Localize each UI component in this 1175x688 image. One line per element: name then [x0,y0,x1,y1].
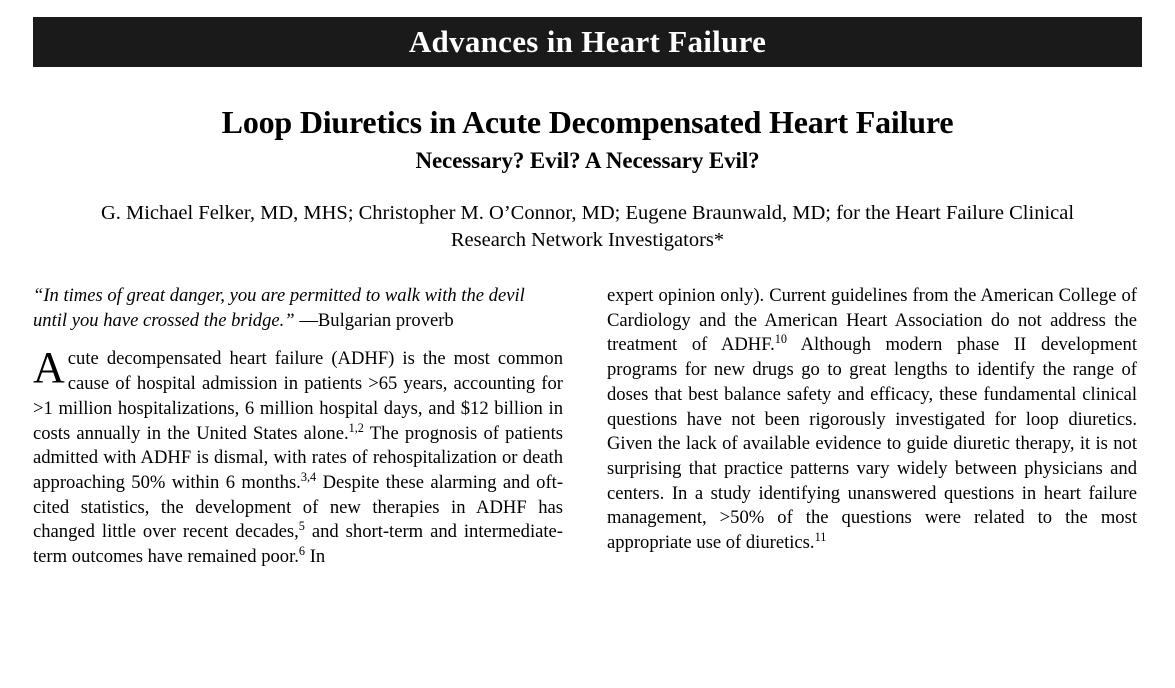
left-paragraph-1 [33,343,564,569]
article-title: Loop Diuretics in Acute Decompensated Heart Failure [221,104,954,140]
article-page [0,17,1175,688]
epigraph [33,284,563,333]
left-p1-part4: and short-term and intermediate-term outcomes have remained poor. [33,521,563,568]
left-column [33,284,563,570]
left-p1-ref2: 3,4 [300,469,317,484]
left-p1-part5: In [305,546,326,568]
section-banner-title: Advances in Heart Failure [408,24,767,59]
article-subtitle: Necessary? Evil? A Necessary Evil? [415,147,760,173]
right-p1-part1: expert opinion only). Current guidelines from the American College of Cardiology and the American Heart Association do not address the treatment of ADHF. [607,284,1137,356]
left-p1-part3: Despite these alarming and oft-cited statistics, the development of new therapies in ADHF has changed little over recent decades, [33,471,564,543]
right-p1-ref1: 10 [774,332,788,347]
left-p1-part1: cute decompensated heart failure (ADHF) is the most common cause of hospital admission in patients >65 years, accounting for >1 million hospitalizations, 6 million hospital days, and $12 billion in costs annually in the United States alone. [33,348,563,444]
epigraph-attribution: —Bulgarian proverb [299,309,454,331]
left-p1-part2: The prognosis of patients admitted with ADHF is dismal, with rates of rehospitalization or death approaching 50% within 6 months. [33,422,563,493]
section-banner [33,17,1142,67]
article-body [33,284,1142,570]
right-column [607,284,1137,570]
right-p1-part2: Although modern phase II development programs for new drugs go to great lengths to identify the range of doses that best balance safety and efficacy, these fundamental clinical questions have not been rigorously investigated for loop diuretics. Given the lack of available evidence to guide diuretic therapy, it is not surprising that practice patterns vary widely between physicians and centers. In a study identifying unanswered questions in heart failure management, >50% of the questions were related to the most appropriate use of diuretics. [607,334,1137,554]
left-p1-ref4: 6 [298,543,306,558]
left-p1-ref3: 5 [298,519,305,534]
article-authors: G. Michael Felker, MD, MHS; Christopher M. O’Connor, MD; Eugene Braunwald, MD; for the Heart Failure Clinical Research Network Investigators* [100,201,1075,251]
left-p1-ref1: 1,2 [348,420,364,435]
right-paragraph-1 [607,284,1137,556]
drop-cap: A [33,343,65,393]
right-p1-ref2: 11 [814,529,827,544]
epigraph-quote: “In times of great danger, you are permitted to walk with the devil until you have crossed the bridge.” [33,284,525,331]
